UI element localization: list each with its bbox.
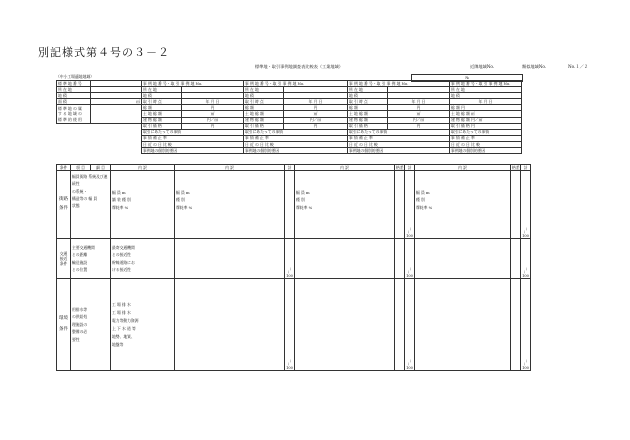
case3-date: 年 月 日	[388, 99, 450, 105]
case1-header: 事 例 地 番 号・取 引 事 例 地 No.	[142, 81, 244, 87]
form-subtitle: 標準地・取引事例地調査表比較表（工業地域）	[255, 64, 343, 69]
location-label: 所 在 地	[57, 87, 91, 93]
case3-date-label: 取 引 時 点	[348, 99, 388, 105]
class-no-label: 類似地域No.	[522, 64, 547, 69]
section-env-label: 環境条件	[57, 279, 71, 371]
case3-header: 事 例 地 番 号・取 引 事 例 地 No.	[348, 81, 450, 87]
section-access-label: 交通接近条件	[57, 239, 71, 279]
case3-total: 総 額	[348, 105, 388, 111]
case3-area: 地 積	[348, 93, 388, 99]
case4-date: 年 月 日	[450, 99, 522, 105]
case1-area: 地 積	[142, 93, 182, 99]
case4-header: 事 例 地 番 号・取 引 事 例 地 No.	[450, 81, 522, 87]
std-no-label: 標 準 地 番 号	[57, 81, 91, 87]
case2-location: 所 在 地	[244, 87, 284, 93]
case1-date-label: 取 引 時 点	[142, 99, 182, 105]
top-info-table: 標 準 地 番 号 事 例 地 番 号・取 引 事 例 地 No. 事 例 地 番 号・取 引 事 例 地 No. 事 例 地 番 号・取 引 事 例 地 No. 事 例 地 番 号・取 引 事 例 地 No. 所 在 地 所 在 地 所 在 地 所 在 地 所 在 地 地 積 地 積 地 積 地 積 地 積 面 積 ㎡ 取 引 時 点 年 月 日 取 引 時 点 年 月 日 取 引 時 点 年 月 日 年 月 日 標 準 地 の 属 す る 地 域 の 標 準 的 使 用 総 額 円 総 額 円 総 額 円 総 額 円 土 地 総 額 ㎡ 土 地 総 額 ㎡ 土 地 総 額 ㎡ 土 地 総 額 ㎡ 建 物 総 額 円／㎡ 建 物 総 額 円／㎡ 建 物 総 額 円／㎡ 建 物 総 額 円／㎡ 取 引 価 格 円 取 引 価 格 円 取 引 価 格 円 取 引 価 格 円 取引にあたっての事情 取引にあたっての事情 取引にあたっての事情 取引にあたっての事情 事 情 補 正 率 事 情 補 正 率 事 情 補 正 率 事 情 補 正 率 日 近 の 日 比 較 日 近 の 日 比 較 日 近 の 日 比 較 日 近 の 日 比 較 事例地の個別的要因 事例地の個別的要因 事例地の個別的要因 事例地の個別的要因	[56, 80, 522, 154]
page-title: 別記様式第４号の３－２	[38, 46, 170, 59]
section-road-label: 街路条件	[57, 171, 71, 239]
case2-area: 地 積	[244, 93, 284, 99]
case2-header: 事 例 地 番 号・取 引 事 例 地 No.	[244, 81, 348, 87]
col-condition: 条件	[57, 165, 71, 171]
section-env-items: 用排水等 の供給処 理施設の 整備の必 要性	[71, 279, 111, 371]
case1-total: 総 額	[142, 105, 182, 111]
case2-total: 総 額	[244, 105, 284, 111]
comparison-table: 条件 項 目 細 目 内 訳 内 訳 計 内 訳 格差 計 内 訳 格差 計 街路条件 幅員街路 系統及び連続性 の系統・ 構造等の 幅 員 状態 幅 員 m 舗 装 種 別 摩耗率 % 幅 員 m 種 別 摩耗率 % 幅 員 m 種 別 摩耗率 % （ ） 100 幅 員 m 種 別 摩耗率 % （ ） 100 交通接近条件 主要交通機関 との距離 輸送施設 との位置 最寄交通機関 との接近性 幹線道路にお ける接近性 （ ） 100 （ ） 100 （ ） 100 環境条件 用排水等 の供給処 理施設の 整備の必 要性 工 場 排 水 工 場 排 水 電力等動力資源 上 下 水 道 等 地勢、地質、 地盤等 （ ） 100 （ ） 100 （ ） 100	[56, 164, 531, 371]
case1-date: 年 月 日	[182, 99, 244, 105]
col-detail: 細 目	[91, 165, 111, 171]
area-unit: ㎡	[91, 99, 142, 105]
section-road-items: 幅員街路 系統及び連続性 の系統・ 構造等の 幅 員 状態	[71, 171, 111, 239]
case4-location: 所 在 地	[450, 87, 522, 93]
area-label: 面 積	[57, 99, 91, 105]
case3-location: 所 在 地	[348, 87, 388, 93]
section-access-items: 主要交通機関 との距離 輸送施設 との位置	[71, 239, 111, 279]
col-item: 項 目	[71, 165, 91, 171]
case2-date-label: 取 引 時 点	[244, 99, 284, 105]
survey-no-label: №	[465, 75, 469, 80]
area-no-label: 近隣地域No.	[470, 64, 495, 69]
std-use-label: 標 準 地 の 属 す る 地 域 の 標 準 的 使 用	[57, 105, 91, 123]
case2-date: 年 月 日	[284, 99, 348, 105]
area-type-label: （中小工場適地地域）	[56, 74, 94, 79]
case1-location: 所 在 地	[142, 87, 182, 93]
page-number: No.１／２	[568, 64, 589, 69]
case4-area: 地 積	[450, 93, 522, 99]
col-content: 内 訳	[111, 165, 175, 171]
lot-label: 地 積	[57, 93, 91, 99]
